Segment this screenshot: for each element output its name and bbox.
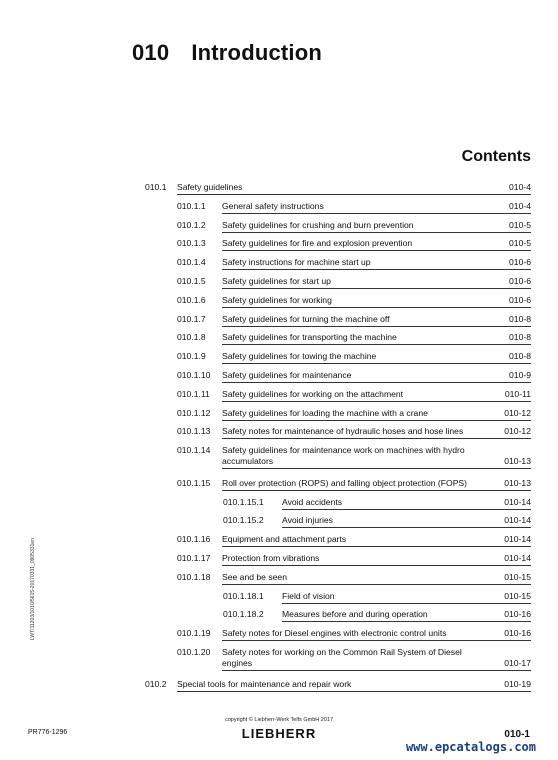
chapter-number: 010: [132, 40, 170, 65]
toc-entry-title: Special tools for maintenance and repair work: [177, 679, 352, 690]
toc-entry-page: 010-15: [504, 571, 531, 582]
toc-entry-title: Safety guidelines for towing the machine: [222, 351, 377, 362]
toc-entry-number: 010.1.15: [177, 477, 211, 488]
toc-entry-page: 010-8: [509, 332, 531, 343]
toc-entry-title: Equipment and attachment parts: [222, 534, 347, 545]
footer-copyright: copyright © Liebherr-Werk Telfs GmbH 2017: [224, 717, 334, 723]
toc-entry-rule: [282, 527, 531, 528]
toc-entry-number: 010.1.15.1: [223, 496, 264, 507]
toc-entry-page: 010-5: [509, 238, 531, 249]
toc-entry[interactable]: [145, 591, 531, 610]
toc-entry-number: 010.2: [145, 679, 167, 690]
toc-entry-number: 010.1.3: [177, 238, 206, 249]
toc-entry-page: 010-6: [509, 294, 531, 305]
toc-entry-rule: [222, 382, 531, 383]
toc-entry-title: Roll over protection (ROPS) and falling object protection (FOPS): [222, 477, 468, 488]
toc-entry-page: 010-16: [504, 628, 531, 639]
toc-entry-title: Safety guidelines for loading the machine with a crane: [222, 407, 428, 418]
toc-entry-page: 010-11: [504, 388, 531, 399]
toc-entry-title: Safety notes for maintenance of hydraulic hoses and hose lines: [222, 426, 464, 437]
toc-entry[interactable]: [145, 572, 531, 591]
toc-entry-rule: [222, 584, 531, 585]
toc-entry[interactable]: [145, 408, 531, 427]
toc-entry-number: 010.1.10: [177, 370, 211, 380]
toc-entry-rule: [222, 401, 531, 402]
toc-entry-page: 010-6: [509, 276, 531, 286]
toc-entry-title: Safety guidelines for start up: [222, 276, 331, 286]
toc-entry-page: 010-14: [504, 552, 531, 563]
toc-entry[interactable]: [145, 553, 531, 572]
toc-entry-page: 010-13: [504, 477, 531, 488]
toc-entry[interactable]: [145, 445, 531, 478]
toc-entry-number: 010.1.8: [177, 332, 206, 343]
toc-entry-rule: [222, 670, 531, 671]
toc-entry-title: Safety guidelines for working: [222, 294, 332, 305]
toc-entry-number: 010.1.18: [177, 571, 211, 582]
toc-entry-title: Safety guidelines for turning the machine off: [222, 313, 390, 324]
toc-entry-rule: [177, 691, 531, 692]
chapter-name: Introduction: [191, 40, 323, 65]
toc-entry-rule: [222, 232, 531, 233]
toc-entry-number: 010.1.6: [177, 294, 206, 305]
toc-entry-page: 010-14: [504, 534, 531, 545]
toc-entry-rule: [222, 565, 531, 566]
toc-entry-number: 010.1.15.2: [223, 515, 264, 526]
toc-entry-page: 010-13: [504, 456, 531, 467]
toc-entry-rule: [222, 468, 531, 469]
toc-entry-number: 010.1.17: [177, 552, 211, 563]
toc-entry-page: 010-14: [504, 496, 531, 507]
toc-entry-number: 010.1.2: [177, 219, 206, 230]
toc-entry[interactable]: [145, 257, 531, 276]
toc-entry[interactable]: [145, 276, 531, 295]
toc-entry-rule: [177, 194, 531, 195]
chapter-title: [132, 40, 322, 66]
toc-entry[interactable]: [145, 609, 531, 628]
toc-entry[interactable]: [145, 351, 531, 370]
toc-entry-rule: [222, 363, 531, 364]
toc-entry-rule: [282, 621, 531, 622]
brand-logo: LIEBHERR: [241, 726, 317, 741]
toc-entry-title: Field of vision: [282, 590, 335, 601]
toc-entry-number: 010.1.1: [177, 200, 206, 211]
toc-entry-page: 010-5: [509, 219, 531, 230]
toc-entry-number: 010.1.4: [177, 257, 206, 268]
footer-page-number: 010-1: [504, 729, 530, 740]
toc-entry[interactable]: [145, 182, 531, 201]
toc-entry-title-continued: engines: [222, 657, 253, 668]
toc-entry-title: Avoid accidents: [282, 496, 343, 507]
toc-entry-number: 010.1.14: [177, 445, 211, 456]
toc-entry-number: 010.1.16: [177, 534, 211, 545]
toc-entry-page: 010-19: [504, 679, 531, 690]
toc-entry-number: 010.1.18.2: [223, 609, 264, 620]
toc-entry[interactable]: [145, 389, 531, 408]
toc-entry[interactable]: [145, 370, 531, 389]
toc-entry-rule: [222, 490, 531, 491]
toc-entry[interactable]: [145, 534, 531, 553]
toc-entry-title-continued: accumulators: [222, 456, 274, 467]
toc-entry-page: 010-14: [504, 515, 531, 526]
toc-entry[interactable]: [145, 238, 531, 257]
toc-entry-rule: [222, 640, 531, 641]
toc-entry[interactable]: [145, 628, 531, 647]
toc-entry-page: 010-9: [509, 370, 531, 380]
toc-entry[interactable]: [145, 426, 531, 445]
toc-entry[interactable]: [145, 220, 531, 239]
toc-entry-title: Avoid injuries: [282, 515, 333, 526]
toc-entry-rule: [222, 250, 531, 251]
toc-entry-page: 010-8: [509, 351, 531, 362]
toc-entry-page: 010-6: [509, 257, 531, 268]
toc-entry-number: 010.1.13: [177, 426, 211, 437]
toc-entry-rule: [222, 288, 531, 289]
toc-entry-rule: [222, 269, 531, 270]
toc-entry-rule: [222, 420, 531, 421]
toc-entry-title: General safety instructions: [222, 200, 324, 211]
toc-entry-page: 010-12: [504, 426, 531, 437]
toc-entry-page: 010-16: [504, 609, 531, 620]
toc-entry-page: 010-4: [509, 182, 531, 192]
toc-entry-title: See and be seen: [222, 571, 287, 582]
toc-entry[interactable]: [145, 647, 531, 680]
toc-entry-title: Safety guidelines for fire and explosion prevention: [222, 238, 413, 249]
toc-entry-rule: [282, 603, 531, 604]
toc-entry[interactable]: [145, 201, 531, 220]
toc-entry-page: 010-8: [509, 313, 531, 324]
toc-entry-number: 010.1.9: [177, 351, 206, 362]
contents-heading: Contents: [461, 148, 531, 165]
toc-entry-page: 010-17: [504, 657, 531, 668]
toc-entry-rule: [222, 546, 531, 547]
toc-entry[interactable]: [145, 497, 531, 516]
toc-entry-number: 010.1: [145, 182, 167, 192]
toc-entry[interactable]: [145, 332, 531, 351]
toc-entry-rule: [222, 213, 531, 214]
toc-entry-rule: [282, 509, 531, 510]
toc-entry[interactable]: [145, 295, 531, 314]
toc-entry-number: 010.1.12: [177, 407, 211, 418]
toc-entry[interactable]: [145, 679, 531, 698]
toc-entry-rule: [222, 438, 531, 439]
watermark-link[interactable]: www.epcatalogs.com: [405, 740, 536, 754]
toc-entry-number: 010.1.5: [177, 276, 206, 286]
toc-entry[interactable]: [145, 478, 531, 497]
side-document-code: LWT/11203/1010/5615-20170331_0905331en: [30, 538, 36, 640]
toc-entry-number: 010.1.20: [177, 646, 211, 657]
toc-entry[interactable]: [145, 515, 531, 534]
toc-entry-title: Safety guidelines for maintenance: [222, 370, 352, 380]
toc-entry-number: 010.1.7: [177, 313, 206, 324]
toc-entry-number: 010.1.18.1: [223, 590, 264, 601]
toc-entry-title: Safety guidelines for transporting the machine: [222, 332, 397, 343]
toc-entry-number: 010.1.11: [177, 388, 210, 399]
toc-entry-title: Protection from vibrations: [222, 552, 320, 563]
toc-entry-title: Safety guidelines: [177, 182, 243, 192]
toc-entry-title: Safety notes for Diesel engines with electronic control units: [222, 628, 447, 639]
toc-entry-title: Measures before and during operation: [282, 609, 428, 620]
toc-entry-title: Safety guidelines for maintenance work on machines with hydro: [222, 445, 465, 456]
toc-entry-rule: [222, 307, 531, 308]
toc-entry-page: 010-4: [509, 200, 531, 211]
footer-doc-code: PR776-1296: [28, 729, 68, 736]
toc-entry-title: Safety guidelines for working on the attachment: [222, 388, 404, 399]
toc-entry-number: 010.1.19: [177, 628, 211, 639]
toc-entry-rule: [222, 326, 531, 327]
toc-entry-title: Safety guidelines for crushing and burn prevention: [222, 219, 414, 230]
toc-entry-page: 010-12: [504, 407, 531, 418]
toc-entry-page: 010-15: [504, 590, 531, 601]
toc-entry-title: Safety instructions for machine start up: [222, 257, 371, 268]
toc-entry-rule: [222, 344, 531, 345]
toc-entry[interactable]: [145, 314, 531, 333]
toc-entry-title: Safety notes for working on the Common Rail System of Diesel: [222, 646, 462, 657]
